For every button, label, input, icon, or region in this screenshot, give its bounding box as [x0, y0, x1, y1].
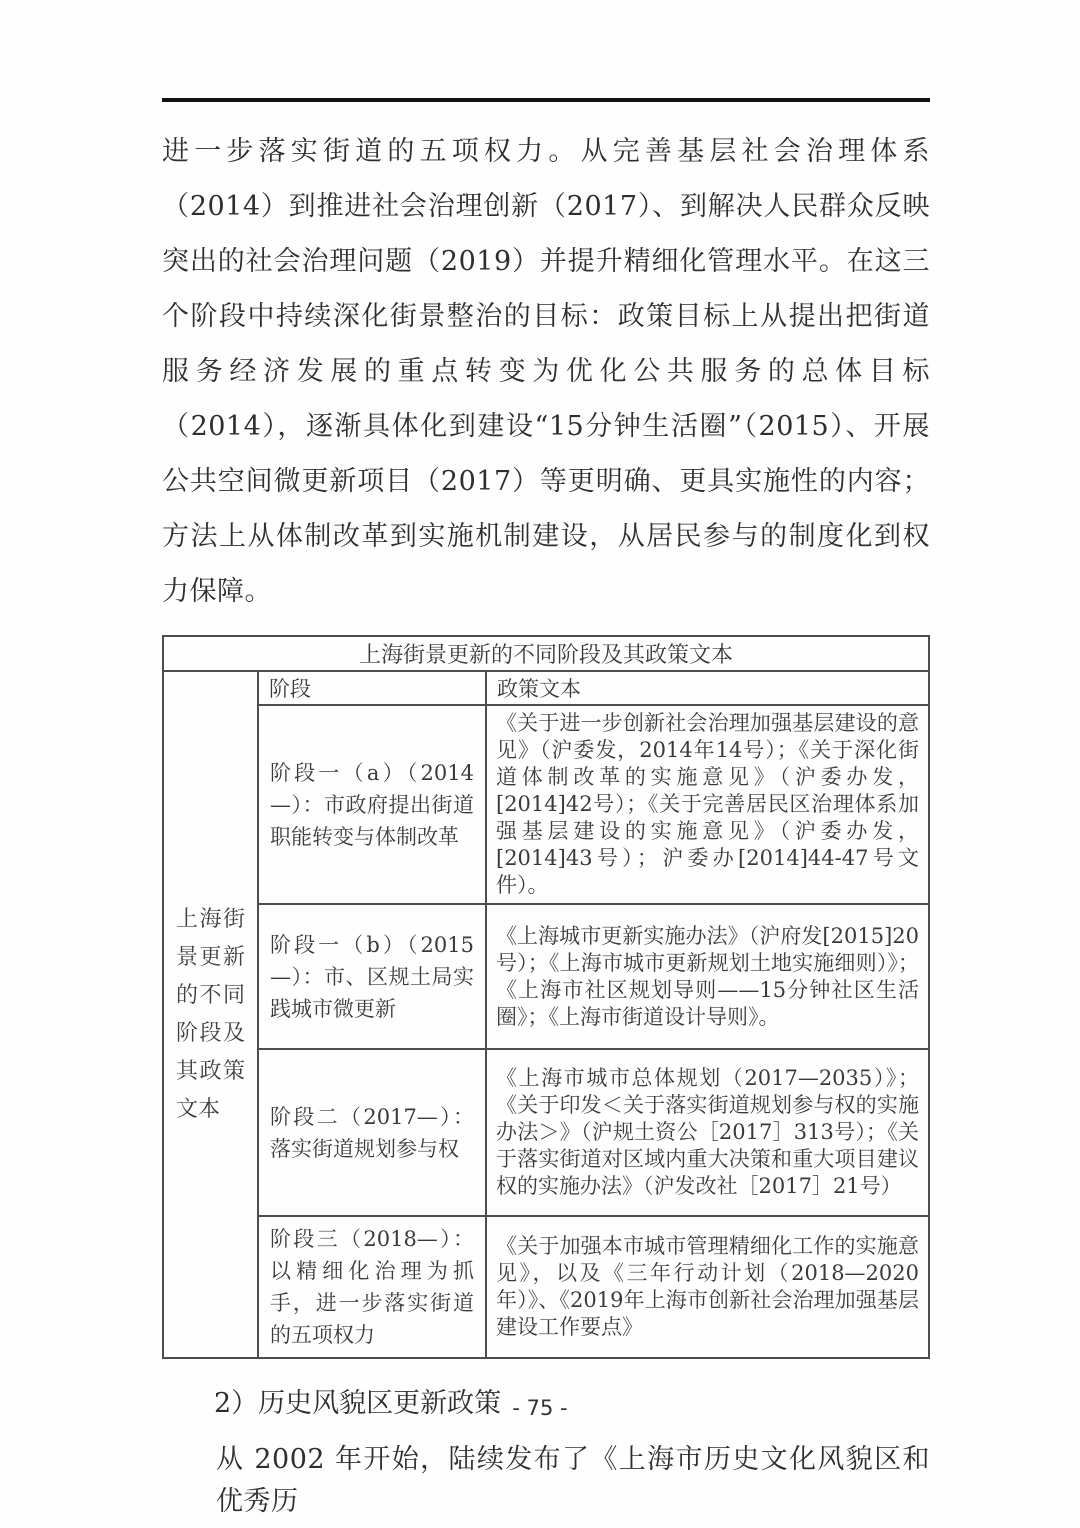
policy-cell-2: 《上海市城市总体规划（2017—2035）》；《关于印发＜关于落实街道规划参与权的实施办法＞》（沪规土资公［2017］313号）；《关于落实街道对区域内重大决策和重大项目建议权的实施办法》（沪发改社［2017］21号） — [486, 1049, 929, 1216]
policy-table — [162, 635, 930, 1359]
phase-cell-1a: 阶段一（a）（2014—）：市政府提出街道职能转变与体制改革 — [258, 705, 486, 904]
policy-cell-1b: 《上海城市更新实施办法》（沪府发[2015]20号）；《上海市城市更新规划土地实施细则）》；《上海市社区规划导则——15分钟社区生活圈》；《上海市街道设计导则》。 — [486, 904, 929, 1049]
body-paragraph-2: 从 2002 年开始，陆续发布了《上海市历史文化风貌区和优秀历 — [216, 1444, 930, 1517]
section-heading: 2）历史风貌区更新政策 — [214, 1388, 502, 1419]
table-title: 上海街景更新的不同阶段及其政策文本 — [163, 636, 929, 671]
column-header-policy: 政策文本 — [486, 671, 929, 705]
body-paragraph-1: 进一步落实街道的五项权力。从完善基层社会治理体系（2014）到推进社会治理创新（2017）、到解决人民群众反映突出的社会治理问题（2019）并提升精细化管理水平。在这三个阶段中持续深化街景整治的目标：政策目标上从提出把街道服务经济发展的重点转变为优化公共服务的总体目标（2014），逐渐具体化到建设“15分钟生活圈”（2015）、开展公共空间微更新项目（2017）等更明确、更具实施性的内容；方法上从体制改革到实施机制建设，从居民参与的制度化到权力保障。 — [162, 136, 930, 607]
phase-cell-3: 阶段三（2018—）：以精细化治理为抓手，进一步落实街道的五项权力 — [258, 1216, 486, 1358]
table-header-row — [163, 671, 929, 705]
table-row — [163, 904, 929, 1049]
header-rule — [162, 98, 930, 102]
table-row — [163, 705, 929, 904]
table-row — [163, 1216, 929, 1358]
page-number: - 75 - — [512, 1396, 568, 1420]
policy-cell-3: 《关于加强本市城市管理精细化工作的实施意见》，以及《三年行动计划（2018—2020年）》、《2019年上海市创新社会治理加强基层建设工作要点》 — [486, 1216, 929, 1358]
phase-cell-1b: 阶段一（b）（2015—）：市、区规土局实践城市微更新 — [258, 904, 486, 1049]
table-side-label: 上海街景更新的不同阶段及其政策文本 — [163, 671, 258, 1358]
column-header-phase: 阶段 — [258, 671, 486, 705]
table-title-row — [163, 636, 929, 671]
phase-cell-2: 阶段二（2017—）：落实街道规划参与权 — [258, 1049, 486, 1216]
table-row — [163, 1049, 929, 1216]
policy-cell-1a: 《关于进一步创新社会治理加强基层建设的意见》（沪委发，2014年14号）；《关于深化街道体制改革的实施意见》（沪委办发，[2014]42号）；《关于完善居民区治理体系加强基层建设的实施意见》（沪委办发，[2014]43号）；沪委办[2014]44-47号文件）。 — [486, 705, 929, 904]
